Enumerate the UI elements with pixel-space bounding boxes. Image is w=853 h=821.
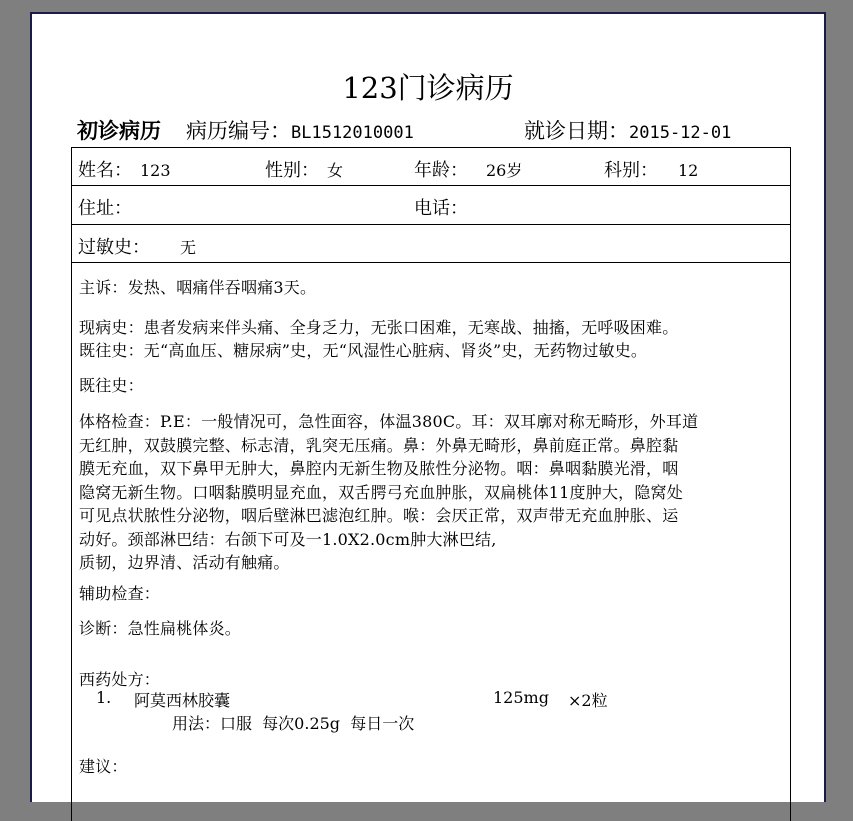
record-page — [30, 12, 826, 802]
exam-line: 膜无充血，双下鼻甲无肿大，鼻腔内无新生物及脓性分泌物。咽：鼻咽黏膜光滑，咽 — [79, 459, 679, 478]
auxiliary-exam: 辅助检查： — [79, 584, 161, 603]
patient-row-allergy — [72, 225, 790, 262]
patient-phone — [414, 194, 476, 220]
patient-gender-value: 女 — [327, 161, 344, 180]
visit-date-value: 2015-12-01 — [629, 123, 732, 143]
rx-drug-quantity: ×2粒 — [568, 691, 608, 710]
rx-drug-name: 阿莫西林胶囊 — [134, 691, 231, 710]
visit-type: 初诊病历 — [77, 118, 161, 143]
patient-name-label: 姓名： — [78, 160, 132, 181]
patient-row-basic — [72, 148, 790, 186]
patient-name-value: 123 — [140, 161, 171, 180]
present-history: 现病史：患者发病来伴头痛、全身乏力，无张口困难，无寒战、抽搐，无呼吸困难。 — [79, 318, 679, 337]
patient-gender — [265, 156, 343, 182]
patient-dept-label: 科别： — [604, 160, 658, 181]
patient-address-label: 住址： — [78, 198, 132, 219]
record-body — [71, 261, 791, 821]
patient-age-value: 26岁 — [486, 161, 523, 180]
rx-usage: 用法：口服 每次0.25g 每日一次 — [172, 714, 415, 733]
physical-exam — [79, 410, 780, 575]
patient-address — [78, 194, 140, 220]
patient-row-contact — [72, 186, 790, 225]
rx-title: 西药处方： — [79, 670, 161, 689]
exam-line: 可见点状脓性分泌物，咽后壁淋巴滤泡红肿。喉：会厌正常，双声带无充血肿胀、运 — [79, 506, 679, 525]
document-title: 123门诊病历 — [342, 71, 514, 105]
patient-name — [78, 156, 171, 182]
exam-line: 体格检查：P.E：一般情况可，急性面容，体温380C。耳：双耳廓对称无畸形，外耳道 — [79, 412, 699, 431]
visit-date-label: 就诊日期： — [524, 119, 629, 143]
exam-line: 隐窝无新生物。口咽黏膜明显充血，双舌腭弓充血肿胀，双扁桃体11度肿大，隐窝处 — [79, 482, 683, 502]
patient-age — [414, 156, 522, 182]
rx-drug-spec: 125mg — [493, 688, 549, 707]
exam-line: 无红肿，双鼓膜完整、标志清，乳突无压痛。鼻：外鼻无畸形，鼻前庭正常。鼻腔黏 — [79, 435, 679, 455]
record-number — [186, 115, 414, 145]
patient-allergy-value: 无 — [180, 238, 197, 257]
advice: 建议： — [79, 757, 128, 776]
record-number-value: BL1512010001 — [291, 123, 414, 143]
patient-phone-label: 电话： — [414, 198, 468, 219]
chief-complaint: 主诉：发热、咽痛伴吞咽痛3天。 — [79, 278, 317, 297]
patient-dept-value: 12 — [678, 161, 699, 180]
patient-allergy-label: 过敏史： — [78, 237, 150, 258]
rx-index: 1. — [96, 688, 112, 707]
patient-info-table — [71, 147, 791, 263]
exam-line: 动好。颈部淋巴结：右颌下可及一1.0X2.0cm肿大淋巴结, — [79, 529, 497, 549]
exam-line: 质韧，边界清、活动有触痛。 — [79, 553, 290, 572]
patient-gender-label: 性别： — [265, 160, 319, 181]
diagnosis: 诊断：急性扁桃体炎。 — [79, 619, 242, 638]
patient-dept — [604, 156, 698, 182]
past-history-inline: 既往史：无“高血压、糖尿病”史，无“风湿性心脏病、肾炎”史，无药物过敏史。 — [79, 341, 648, 360]
patient-age-label: 年龄： — [414, 160, 468, 181]
patient-allergy — [78, 233, 196, 259]
past-history: 既往史： — [79, 376, 144, 395]
record-number-label: 病历编号： — [186, 119, 291, 143]
visit-date — [524, 115, 731, 145]
